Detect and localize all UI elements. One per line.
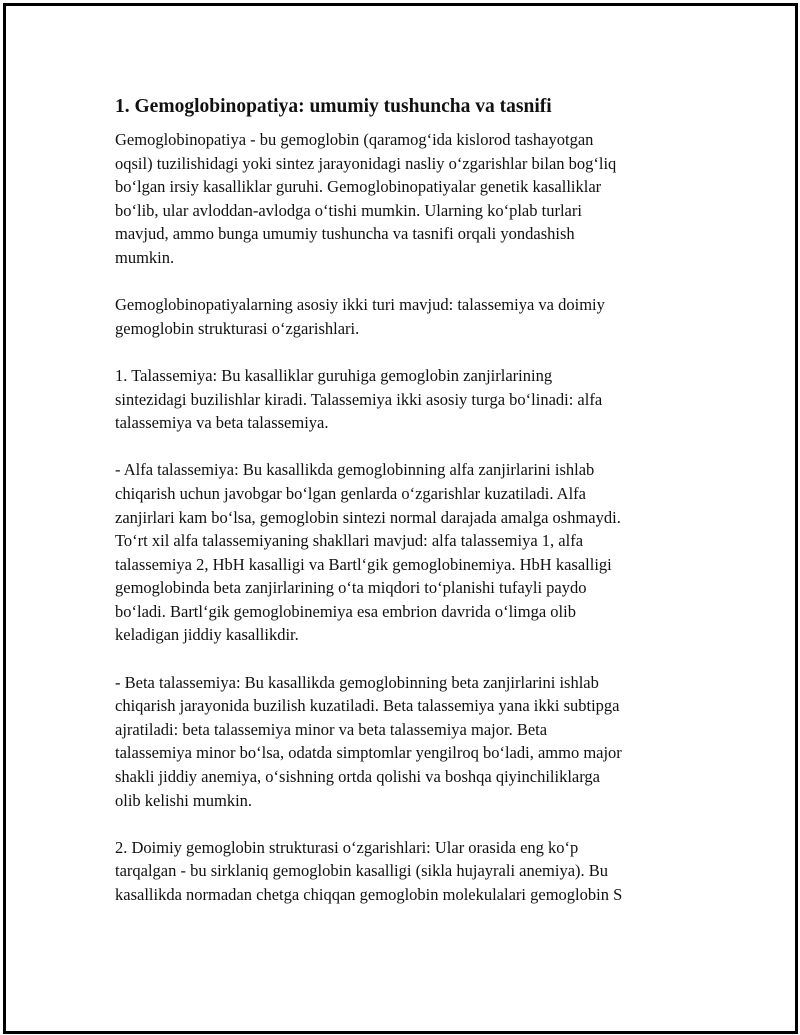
paragraph-types: Gemoglobinopatiyalarning asosiy ikki turi mavjud: talassemiya va doimiy gemoglobin strukturasi o‘zgarishlari. [115,295,605,338]
paragraph-beta-thalassemia: - Beta talassemiya: Bu kasallikda gemoglobinning beta zanjirlarini ishlab chiqarish jarayonida buzilish kuzatiladi. Beta talassemiya yana ikki subtipga ajratiladi: beta talassemiya minor va beta talassemiya major. Beta talassemiya minor bo‘lsa, odatda simptomlar yengilroq bo‘ladi, ammo major shakli jiddiy anemiya, o‘sishning ortda qolishi va boshqa qiyinchiliklarga olib kelishi mumkin. [115,672,622,810]
document-body [115,94,685,907]
document-title: 1. Gemoglobinopatiya: umumiy tushuncha va tasnifi [115,96,552,117]
paragraph-intro: Gemoglobinopatiya - bu gemoglobin (qaramog‘ida kislorod tashayotgan oqsil) tuzilishidagi yoki sintez jarayonidagi nasliy o‘zgarishlar bilan bog‘liq bo‘lgan irsiy kasalliklar guruhi. Gemoglobinopatiyalar genetik kasalliklar bo‘lib, ular avloddan-avlodga o‘tishi mumkin. Ularning ko‘plab turlari mavjud, ammo bunga umumiy tushuncha va tasnifi orqali yondashish mumkin. [115,130,617,267]
paragraph-thalassemia: 1. Talassemiya: Bu kasalliklar guruhiga gemoglobin zanjirlarining sintezidagi buzilishlar kiradi. Talassemiya ikki asosiy turga bo‘linadi: alfa talassemiya va beta talassemiya. [115,365,603,433]
paragraph-alpha-thalassemia: - Alfa talassemiya: Bu kasallikda gemoglobinning alfa zanjirlarini ishlab chiqarish uchun javobgar bo‘lgan genlarda o‘zgarishlar kuzatiladi. Alfa zanjirlari kam bo‘lsa, gemoglobin sintezi normal darajada amalga oshmaydi. To‘rt xil alfa talassemiyaning shakllari mavjud: alfa talassemiya 1, alfa talassemiya 2, HbH kasalligi va Bartl‘gik gemoglobinemiya. HbH kasalligi gemoglobinda beta zanjirlarining o‘ta miqdori to‘planishi tufayli paydo bo‘ladi. Bartl‘gik gemoglobinemiya esa embrion davrida o‘limga olib keladigan jiddiy kasallikdir. [115,460,621,645]
paragraph-structural-changes: 2. Doimiy gemoglobin strukturasi o‘zgarishlari: Ular orasida eng ko‘p tarqalgan - bu sirklaniq gemoglobin kasalligi (sikla hujayrali anemiya). Bu kasallikda normadan chetga chiqqan gemoglobin molekulalari gemoglobin S [115,837,623,904]
